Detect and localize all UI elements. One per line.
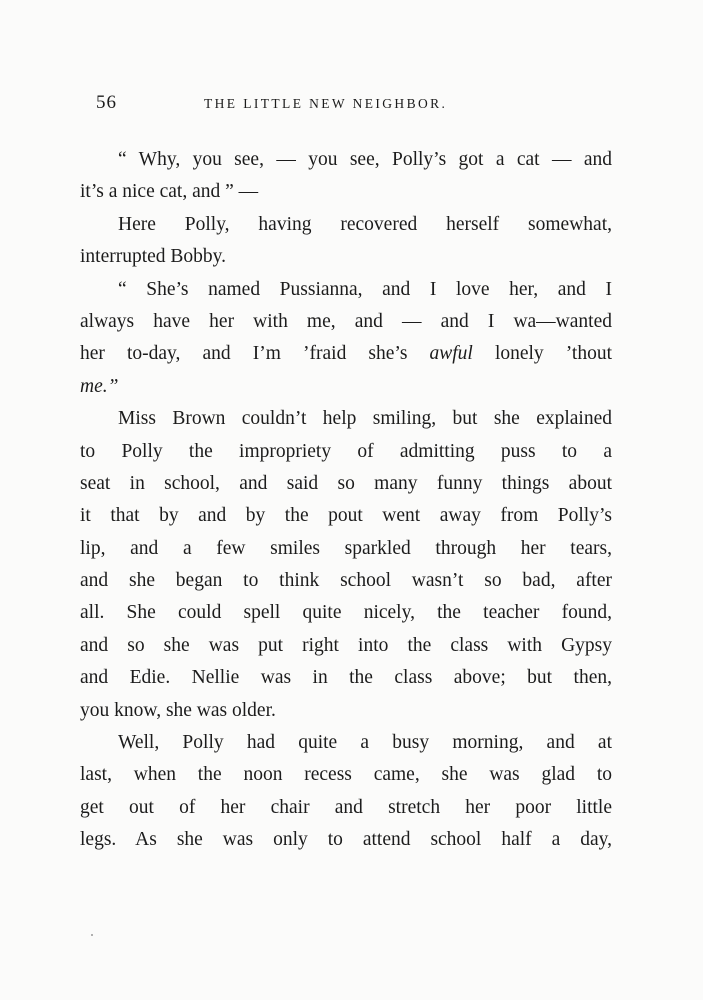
text-line: Miss Brown couldn’t help smiling, but she explained: [118, 408, 612, 430]
text-line: her to-day, and I’m ’fraid she’s awful lonely ’thout: [80, 343, 612, 365]
text-line: and she began to think school wasn’t so bad, after: [80, 570, 612, 592]
text-line: legs. As she was only to attend school half a day,: [80, 829, 612, 851]
text-line: all. She could spell quite nicely, the teacher found,: [80, 602, 612, 624]
text-line: Here Polly, having recovered herself somewhat,: [118, 213, 612, 235]
text-line: always have her with me, and — and I wa—wanted: [80, 310, 612, 332]
text-line: and Edie. Nellie was in the class above; but then,: [80, 667, 612, 689]
text-line: get out of her chair and stretch her poor little: [80, 796, 612, 818]
emphasis: awful: [429, 343, 473, 365]
text-line: “ She’s named Pussianna, and I love her, and I: [118, 278, 612, 300]
text-line: seat in school, and said so many funny things about: [80, 472, 612, 494]
text-line: me.”: [80, 375, 119, 397]
text-line: and so she was put right into the class with Gypsy: [80, 634, 612, 656]
text-line: it that by and by the pout went away from Polly’s: [80, 505, 612, 527]
body-text: [80, 144, 612, 857]
text-line: “ Why, you see, — you see, Polly’s got a cat — and: [118, 149, 612, 170]
page-header: [96, 92, 616, 116]
text-line: lip, and a few smiles sparkled through her tears,: [80, 537, 612, 559]
text-line: it’s a nice cat, and ” —: [80, 181, 259, 203]
text-line: Well, Polly had quite a busy morning, and at: [118, 732, 612, 754]
text-line: to Polly the impropriety of admitting puss to a: [80, 440, 612, 462]
text-line: you know, she was older.: [80, 699, 276, 721]
running-title: THE LITTLE NEW NEIGHBOR.: [204, 96, 448, 111]
text-line: last, when the noon recess came, she was glad to: [80, 764, 612, 786]
page-number: 56: [96, 92, 117, 113]
text-line: interrupted Bobby.: [80, 246, 227, 268]
paper-speck: [91, 934, 93, 936]
